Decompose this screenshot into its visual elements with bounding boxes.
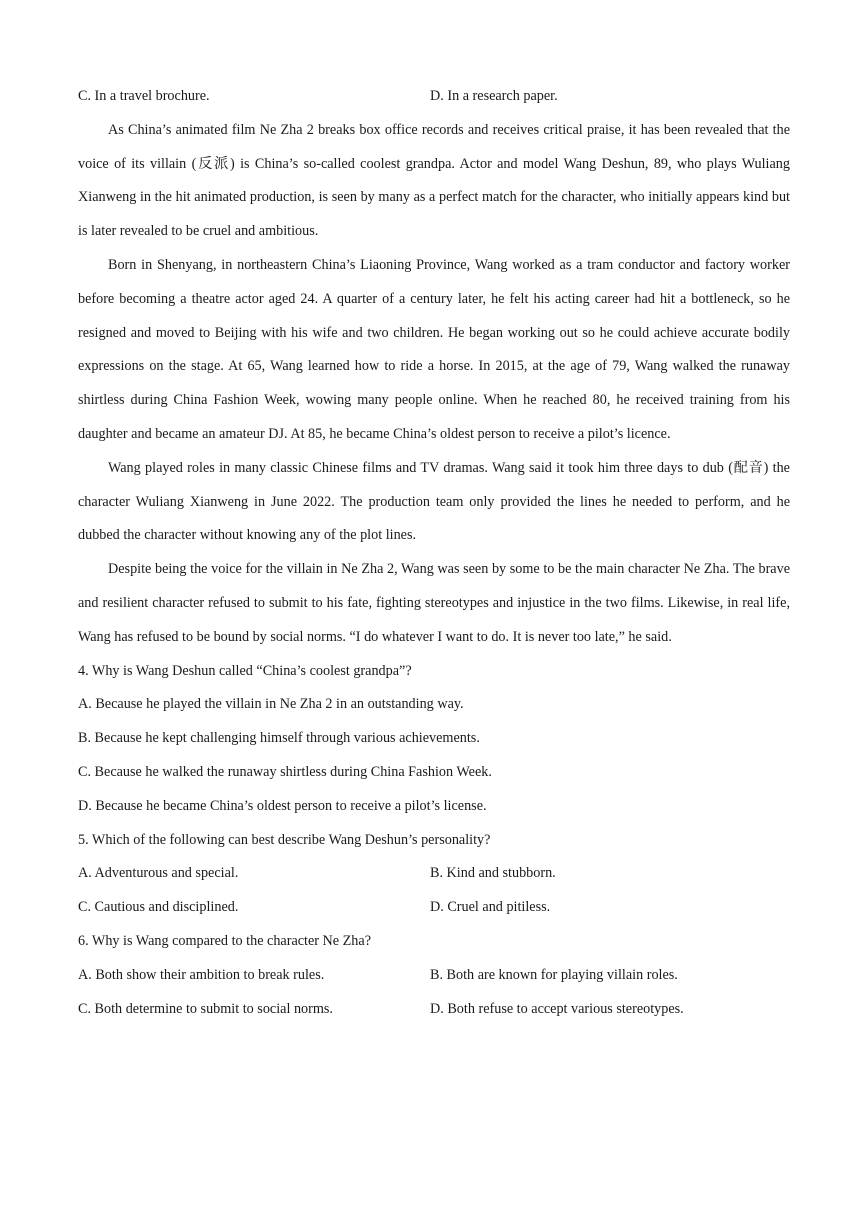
passage-paragraph-2: Born in Shenyang, in northeastern China’s Liaoning Province, Wang worked as a tram conductor and factory worker before becoming a theatre actor aged 24. A quarter of a century later, he felt his acting career had hit a bottleneck, so he resigned and moved to Beijing with his wife and two children. He began working out so he could achieve accurate bodily expressions on the stage. At 65, Wang learned how to ride a horse. In 2015, at the age of 79, Wang walked the runaway shirtless during China Fashion Week, wowing many people online. When he reached 80, he received training from his daughter and became an amateur DJ. At 85, he became China’s oldest person to receive a pilot’s licence. (78, 256, 790, 442)
question-4-stem: 4. Why is Wang Deshun called “China’s coolest grandpa”? (78, 662, 412, 679)
question-4-option-b: B. Because he kept challenging himself through various achievements. (78, 730, 480, 747)
question-5-stem: 5. Which of the following can best describe Wang Deshun’s personality? (78, 831, 491, 848)
exam-page (78, 80, 790, 1026)
question-5-option-a: A. Adventurous and special. (78, 865, 239, 882)
question-6-option-c: C. Both determine to submit to social norms. (78, 1000, 333, 1017)
question-6-option-a: A. Both show their ambition to break rules. (78, 966, 325, 983)
question-6-option-b: B. Both are known for playing villain roles. (430, 966, 678, 983)
question-5-option-d: D. Cruel and pitiless. (430, 899, 551, 916)
question-4 (78, 655, 790, 824)
option-d: D. In a research paper. (430, 88, 558, 104)
question-6-stem: 6. Why is Wang compared to the character Ne Zha? (78, 932, 371, 949)
question-4-option-d: D. Because he became China’s oldest person to receive a pilot’s license. (78, 797, 487, 814)
question-6-options-cd-row (78, 993, 790, 1027)
option-c: C. In a travel brochure. (78, 88, 210, 104)
question-6-options-ab-row (78, 959, 790, 993)
question-6 (78, 925, 790, 1026)
q3-options-cd-row (78, 80, 790, 114)
question-6-option-d: D. Both refuse to accept various stereotypes. (430, 1000, 684, 1017)
passage-paragraph-4: Despite being the voice for the villain in Ne Zha 2, Wang was seen by some to be the main character Ne Zha. The brave and resilient character refused to submit to his fate, fighting stereotypes and injustice in the two films. Likewise, in real life, Wang has refused to be bound by social norms. “I do whatever I want to do. It is never too late,” he said. (78, 561, 790, 645)
question-5-options-ab-row (78, 857, 790, 891)
question-5-options-cd-row (78, 891, 790, 925)
question-5-option-b: B. Kind and stubborn. (430, 865, 556, 882)
question-4-option-c: C. Because he walked the runaway shirtless during China Fashion Week. (78, 763, 492, 780)
passage-paragraph-3: Wang played roles in many classic Chinese films and TV dramas. Wang said it took him three days to dub (配音) the character Wuliang Xianweng in June 2022. The production team only provided the lines he needed to perform, and he dubbed the character without knowing any of the plot lines. (78, 459, 790, 544)
question-5 (78, 824, 790, 925)
passage-paragraph-1: As China’s animated film Ne Zha 2 breaks box office records and receives critical praise, it has been revealed that the voice of its villain (反派) is China’s so-called coolest grandpa. Actor and model Wang Deshun, 89, who plays Wuliang Xianweng in the hit animated production, is seen by many as a perfect match for the character, who initially appears kind but is later revealed to be cruel and ambitious. (78, 121, 790, 240)
question-5-option-c: C. Cautious and disciplined. (78, 899, 239, 916)
question-4-option-a: A. Because he played the villain in Ne Zha 2 in an outstanding way. (78, 696, 464, 713)
